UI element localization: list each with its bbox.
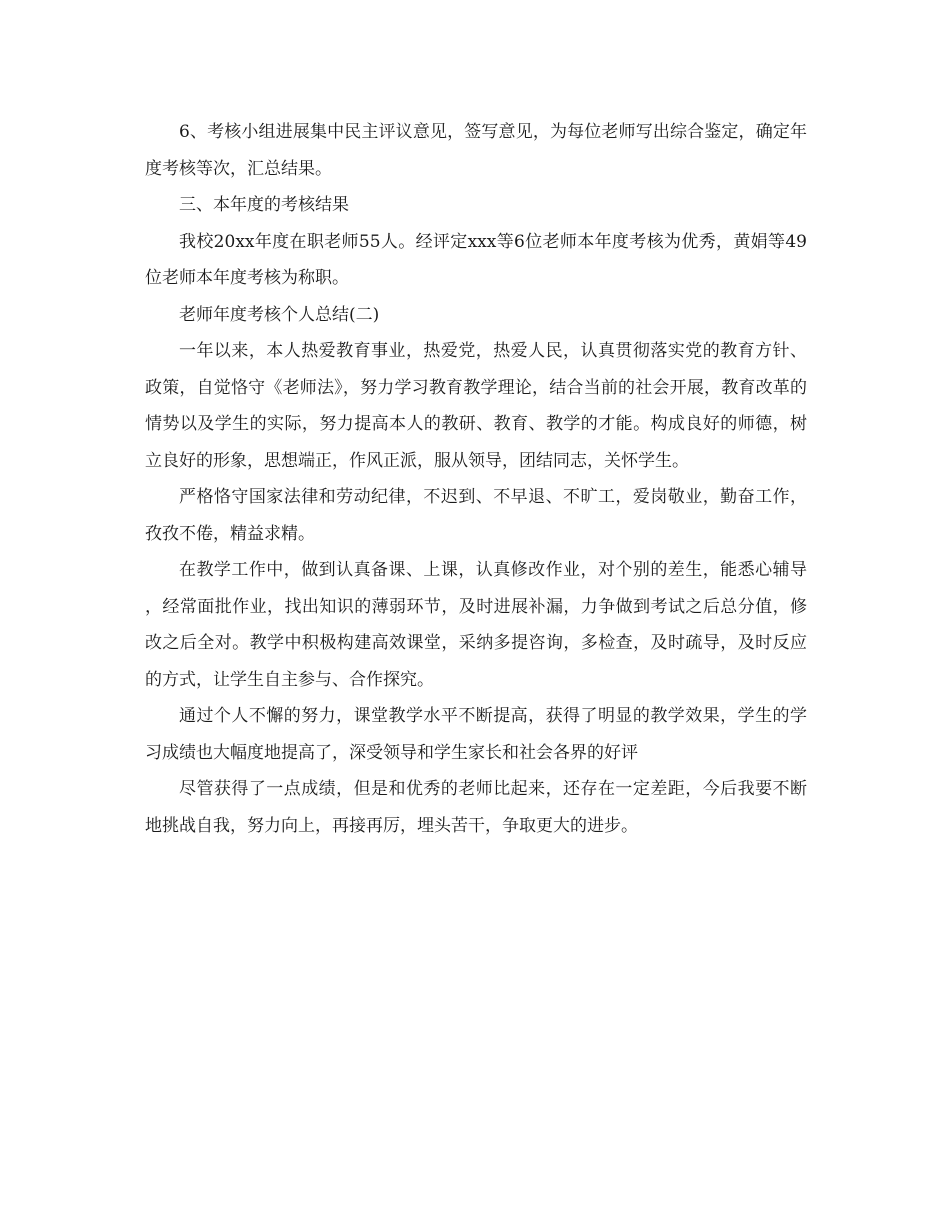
paragraph-outlook: 尽管获得了一点成绩，但是和优秀的老师比起来，还存在一定差距，今后我要不断地挑战自我，努力向上，再接再厉，埋头苦干，争取更大的进步。 [145,779,807,836]
paragraph-overview: 一年以来，本人热爱教育事业，热爱党，热爱人民，认真贯彻落实党的教育方针、政策，自觉恪守《老师法》，努力学习教育教学理论，结合当前的社会开展，教育改革的情势以及学生的实际，努力提高本人的教研、教育、教学的才能。构成良好的师德，树立良好的形象，思想端正，作风正派，服从领导，团结同志，关怀学生。 [145,341,807,471]
paragraph-results: 我校20xx年度在职老师55人。经评定xxx等6位老师本年度考核为优秀，黄娟等49位老师本年度考核为称职。 [145,231,807,288]
paragraph-assessment-step-6: 6、考核小组进展集中民主评议意见，签写意见，为每位老师写出综合鉴定，确定年度考核等次，汇总结果。 [145,122,807,179]
section-heading-summary-2: 老师年度考核个人总结(二) [179,304,380,325]
section-heading-results: 三、本年度的考核结果 [179,195,349,215]
paragraph-achievements: 通过个人不懈的努力，课堂教学水平不断提高，获得了明显的教学效果，学生的学习成绩也大幅度地提高了，深受领导和学生家长和社会各界的好评 [145,706,807,763]
paragraph-teaching-work: 在教学工作中，做到认真备课、上课，认真修改作业，对个别的差生，能悉心辅导，经常面批作业，找出知识的薄弱环节，及时进展补漏，力争做到考试之后总分值，修改之后全对。教学中积极构建高效课堂，采纳多提咨询，多检查，及时疏导，及时反应的方式，让学生自主参与、合作探究。 [145,560,807,690]
paragraph-discipline: 严格恪守国家法律和劳动纪律，不迟到、不早退、不旷工，爱岗敬业，勤奋工作，孜孜不倦，精益求精。 [145,487,807,544]
document-page [145,114,807,844]
